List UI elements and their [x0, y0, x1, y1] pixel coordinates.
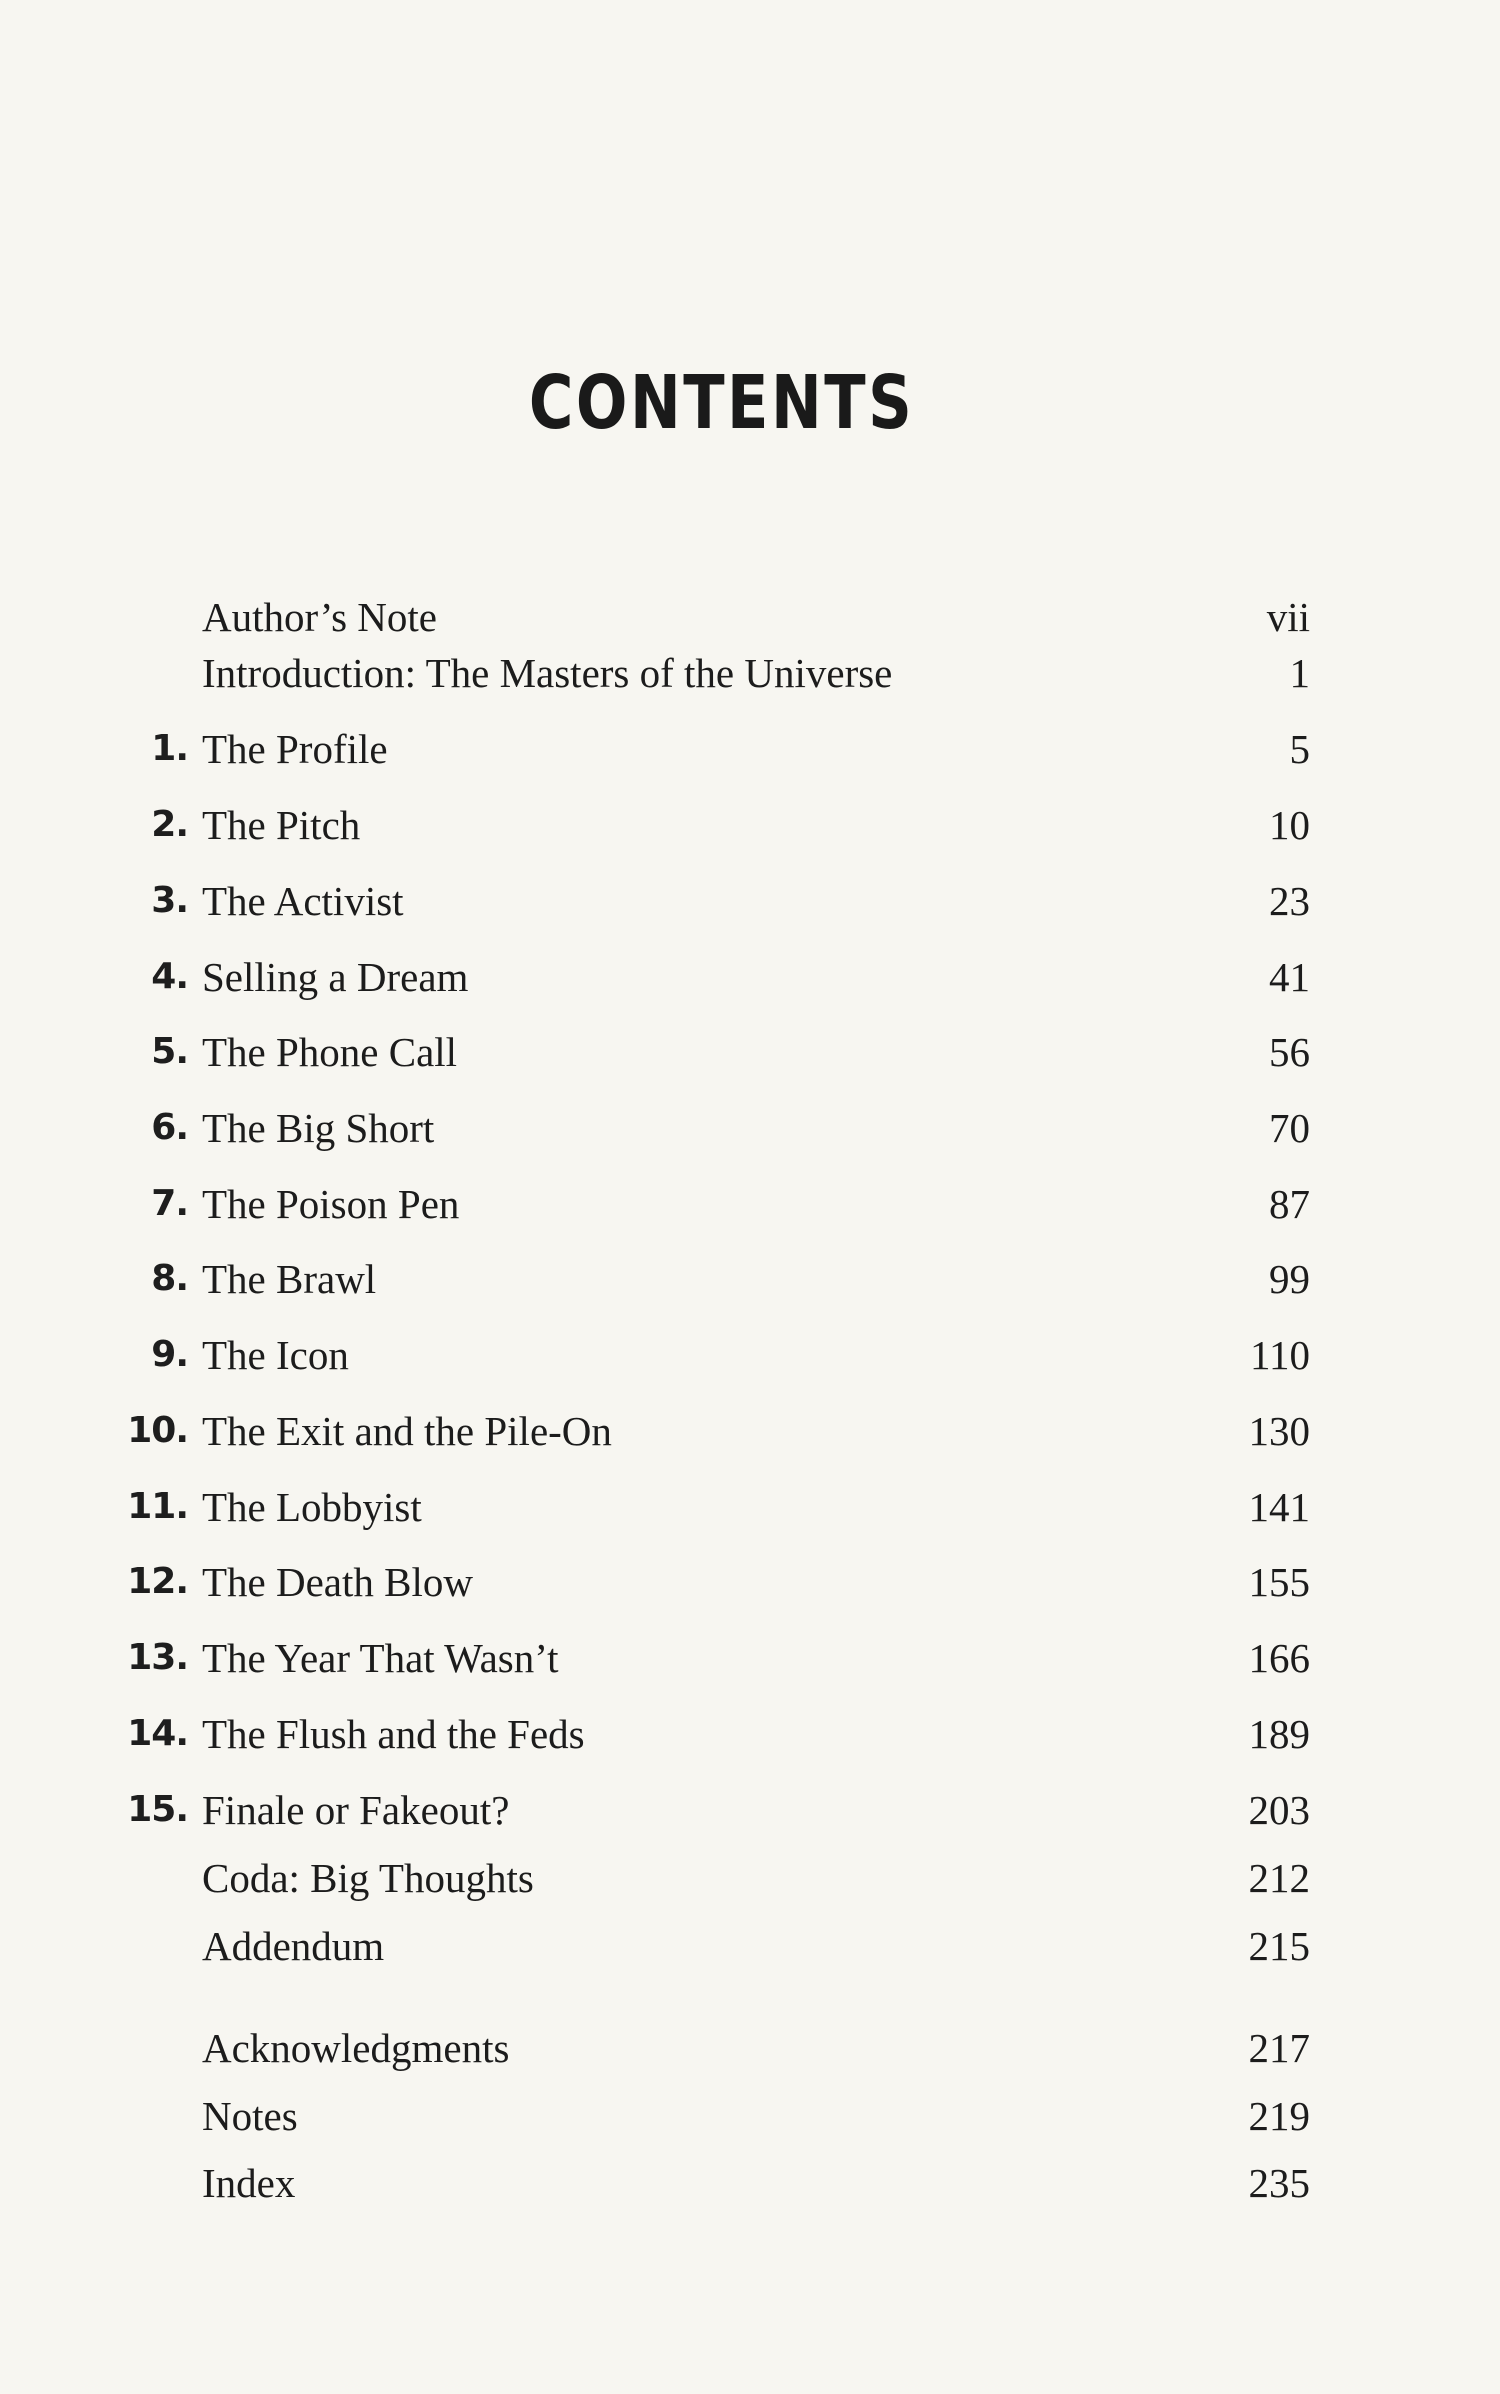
- toc-entry-chapter-15: [0, 1780, 1500, 1840]
- toc-entry-coda: [0, 1848, 1500, 1908]
- toc-entry-chapter-5: [0, 1022, 1500, 1082]
- toc-entry-chapter-6: [0, 1098, 1500, 1158]
- page-number: 212: [1248, 1855, 1310, 1901]
- toc-entry-addendum: [0, 1916, 1500, 1976]
- entry-title: Finale or Fakeout?: [202, 1787, 510, 1833]
- toc-entry-authors-note: [0, 587, 1500, 647]
- toc-entry-chapter-12: [0, 1552, 1500, 1612]
- chapter-number: 2.: [151, 804, 188, 845]
- entry-title: Addendum: [202, 1923, 385, 1969]
- entry-title: The Icon: [202, 1332, 349, 1378]
- page-number: 23: [1269, 878, 1310, 924]
- toc-entry-chapter-4: [0, 947, 1500, 1007]
- entry-title: The Big Short: [202, 1105, 435, 1151]
- page-number: 5: [1289, 726, 1310, 772]
- chapter-number: 15.: [127, 1789, 188, 1830]
- entry-title: Author’s Note: [202, 594, 437, 640]
- page-number: 41: [1269, 954, 1310, 1000]
- entry-title: Notes: [202, 2093, 298, 2139]
- toc-entry-chapter-13: [0, 1628, 1500, 1688]
- toc-entry-chapter-3: [0, 871, 1500, 931]
- page-title: CONTENTS: [528, 360, 915, 446]
- entry-title: Coda: Big Thoughts: [202, 1855, 534, 1901]
- page-number: 56: [1269, 1029, 1310, 1075]
- chapter-number: 13.: [127, 1637, 188, 1678]
- page-number: 1: [1289, 650, 1310, 696]
- toc-entry-chapter-9: [0, 1325, 1500, 1385]
- toc-entry-chapter-1: [0, 719, 1500, 779]
- toc-entry-introduction: [0, 643, 1500, 703]
- chapter-number: 7.: [151, 1183, 188, 1224]
- entry-title: Acknowledgments: [202, 2025, 510, 2071]
- chapter-number: 8.: [151, 1258, 188, 1299]
- page-number: 166: [1248, 1635, 1310, 1681]
- toc-entry-chapter-7: [0, 1174, 1500, 1234]
- entry-title: Selling a Dream: [202, 954, 469, 1000]
- chapter-number: 1.: [151, 728, 188, 769]
- page-number: 70: [1269, 1105, 1310, 1151]
- entry-title: The Death Blow: [202, 1559, 473, 1605]
- entry-title: The Pitch: [202, 802, 361, 848]
- page-number: 235: [1248, 2160, 1310, 2206]
- toc-entry-chapter-8: [0, 1249, 1500, 1309]
- page-number: 219: [1248, 2093, 1310, 2139]
- chapter-number: 3.: [151, 880, 188, 921]
- toc-entry-chapter-2: [0, 795, 1500, 855]
- page-number: 217: [1248, 2025, 1310, 2071]
- chapter-number: 10.: [127, 1410, 188, 1451]
- page-number: 87: [1269, 1181, 1310, 1227]
- entry-title: Introduction: The Masters of the Universe: [202, 650, 893, 696]
- chapter-number: 5.: [151, 1031, 188, 1072]
- page-number: 155: [1248, 1559, 1310, 1605]
- toc-entry-index: [0, 2153, 1500, 2213]
- page-number: 141: [1248, 1484, 1310, 1530]
- entry-title: The Poison Pen: [202, 1181, 460, 1227]
- page-number: 189: [1248, 1711, 1310, 1757]
- toc-entry-chapter-11: [0, 1477, 1500, 1537]
- page-number: 130: [1248, 1408, 1310, 1454]
- chapter-number: 4.: [151, 956, 188, 997]
- page-number: 215: [1248, 1923, 1310, 1969]
- entry-title: The Phone Call: [202, 1029, 458, 1075]
- entry-title: Index: [202, 2160, 296, 2206]
- toc-entry-notes: [0, 2086, 1500, 2146]
- entry-title: The Flush and the Feds: [202, 1711, 585, 1757]
- entry-title: The Profile: [202, 726, 388, 772]
- toc-entry-acknowledgments: [0, 2018, 1500, 2078]
- entry-title: The Lobbyist: [202, 1484, 422, 1530]
- entry-title: The Exit and the Pile-On: [202, 1408, 612, 1454]
- chapter-number: 11.: [127, 1486, 188, 1527]
- page-number: 203: [1248, 1787, 1310, 1833]
- page-number: 10: [1269, 802, 1310, 848]
- page-number: 99: [1269, 1256, 1310, 1302]
- toc-entry-chapter-10: [0, 1401, 1500, 1461]
- page-number: 110: [1250, 1332, 1310, 1378]
- page-number: vii: [1266, 594, 1310, 640]
- toc-entry-chapter-14: [0, 1704, 1500, 1764]
- chapter-number: 6.: [151, 1107, 188, 1148]
- chapter-number: 14.: [127, 1713, 188, 1754]
- entry-title: The Activist: [202, 878, 404, 924]
- entry-title: The Year That Wasn’t: [202, 1635, 559, 1681]
- chapter-number: 9.: [151, 1334, 188, 1375]
- chapter-number: 12.: [127, 1561, 188, 1602]
- entry-title: The Brawl: [202, 1256, 377, 1302]
